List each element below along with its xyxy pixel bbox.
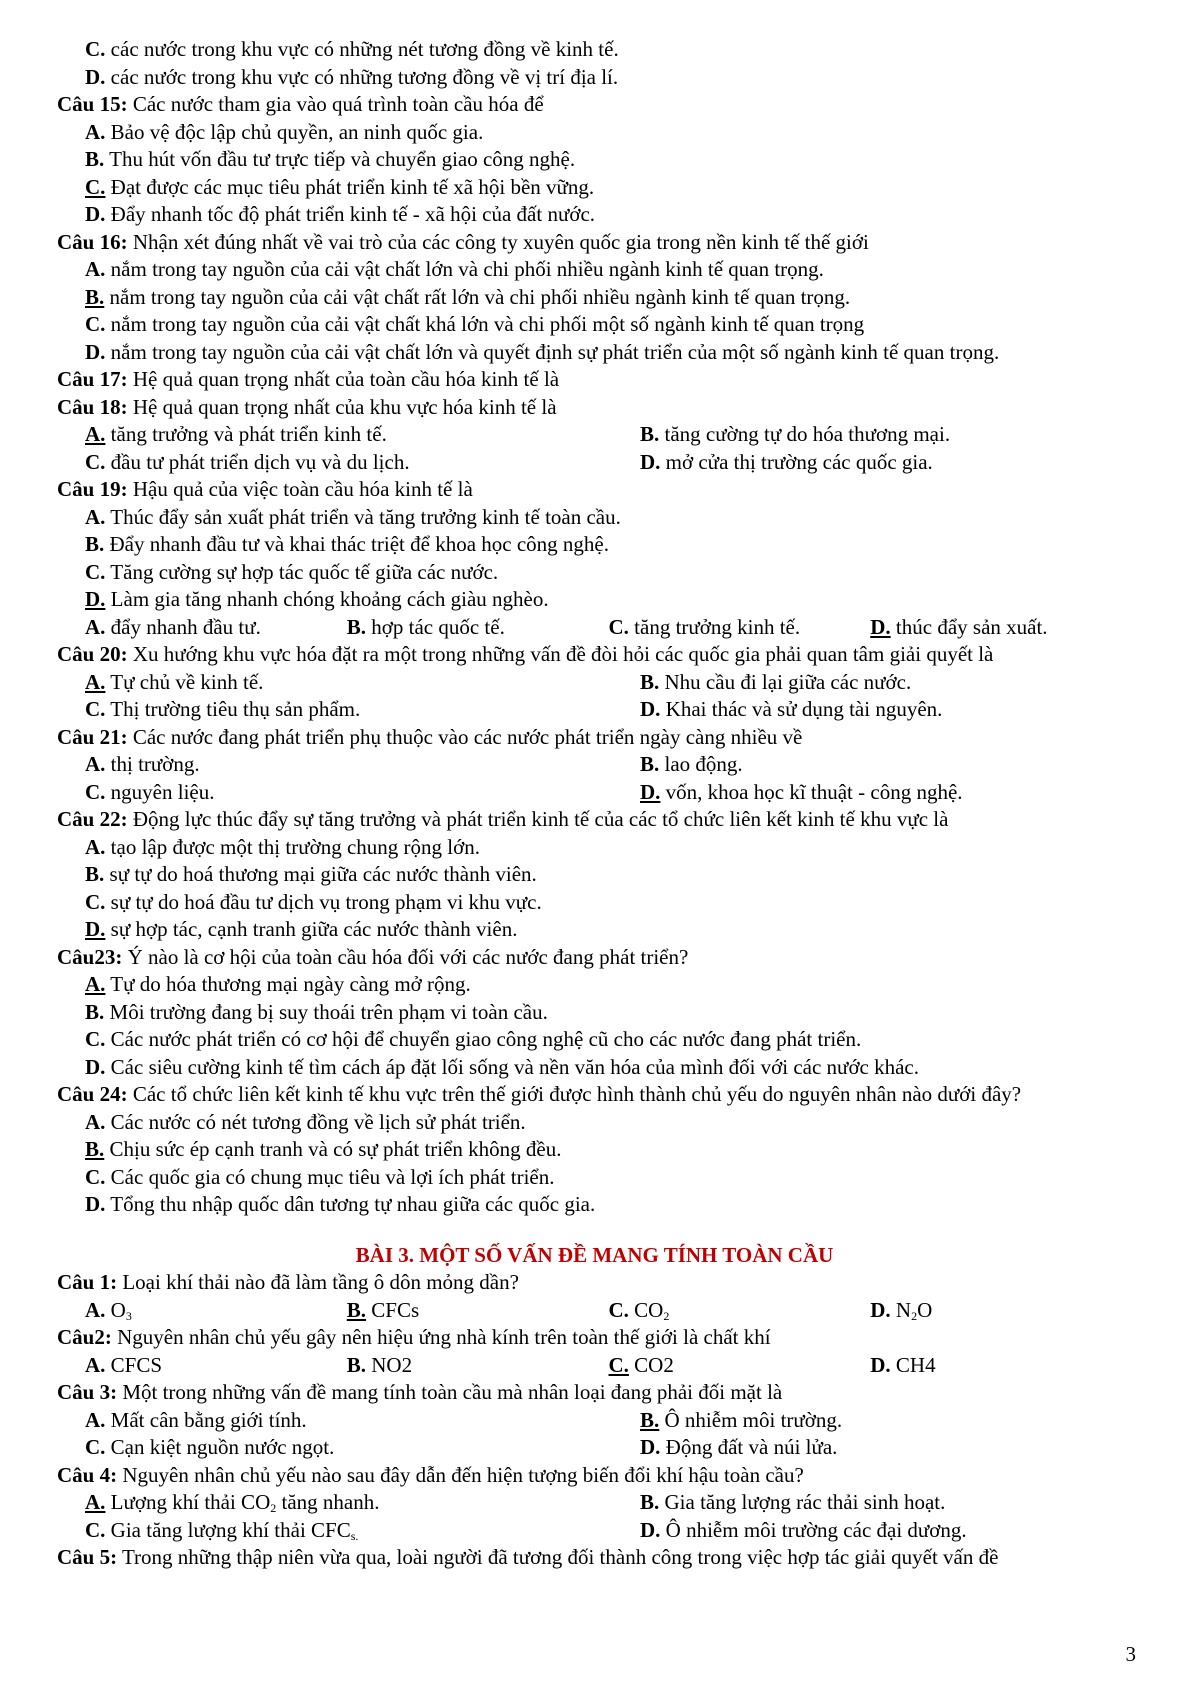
option-a: A. nắm trong tay nguồn của cải vật chất lớn và chi phối nhiều ngành kinh tế quan trọng. (85, 257, 824, 281)
document-page (57, 36, 1132, 1572)
options-row (57, 1517, 1132, 1545)
question-20: Câu 20: Xu hướng khu vực hóa đặt ra một trong những vấn đề đòi hỏi các quốc gia phải quan tâm giải quyết là (57, 642, 994, 666)
option-d: D. $N_2O$ (870, 1297, 933, 1323)
option-a: A. CFCS (85, 1352, 163, 1377)
option-a-answer: A. Tự chủ về kinh tế. (85, 669, 264, 694)
question-23: Câu23: Ý nào là cơ hội của toàn cầu hóa đối với các nước đang phát triển? (57, 944, 689, 969)
question-19: Câu 19: Hậu quả của việc toàn cầu hóa kinh tế là (57, 477, 473, 501)
option-c: C. Cạn kiệt nguồn nước ngọt. (85, 1435, 335, 1459)
option-c: C. Các quốc gia có chung mục tiêu và lợi ích phát triển. (85, 1164, 555, 1189)
option-b: B. hợp tác quốc tế. (346, 614, 505, 639)
option-c: C. các nước trong khu vực có những nét tương đồng về kinh tế. (85, 37, 619, 61)
option-c: C. Gia tăng lượng khí thải $CFC_{s.}$ (85, 1517, 359, 1543)
option-d: D. Đẩy nhanh tốc độ phát triển kinh tế - xã hội của đất nước. (85, 202, 596, 226)
question-17: Câu 17: Hệ quả quan trọng nhất của toàn cầu hóa kinh tế là (57, 367, 560, 391)
question-22: Câu 22: Động lực thúc đẩy sự tăng trưởng và phát triển kinh tế của các tổ chức liên kết kinh tế khu vực là (57, 807, 949, 831)
page-number: 3 (1125, 1642, 1136, 1666)
question-18: Câu 18: Hệ quả quan trọng nhất của khu vực hóa kinh tế là (57, 394, 557, 419)
option-a: A. $O_3$ (85, 1297, 132, 1323)
option-d: D. Động đất và núi lửa. (640, 1435, 838, 1459)
option-c: C. nắm trong tay nguồn của cải vật chất khá lớn và chi phối một số ngành kinh tế quan trọng (85, 312, 865, 336)
option-c: C. Các nước phát triển có cơ hội để chuyển giao công nghệ cũ cho các nước đang phát triển. (85, 1027, 862, 1051)
options-row (57, 1434, 1132, 1462)
option-c: C. sự tự do hoá đầu tư dịch vụ trong phạm vi khu vực. (85, 889, 542, 914)
option-d: D. Khai thác và sử dụng tài nguyên. (640, 697, 943, 721)
option-b: B. NO2 (346, 1352, 413, 1377)
options-row (57, 1407, 1132, 1435)
option-d: D. nắm trong tay nguồn của cải vật chất lớn và quyết định sự phát triển của một số ngành kinh tế quan trọng. (85, 339, 1000, 364)
section-question-5: Câu 5: Trong những thập niên vừa qua, loài người đã tương đối thành công trong việc hợp tác giải quyết vấn đề (57, 1545, 999, 1569)
option-d: D. mở cửa thị trường các quốc gia. (640, 449, 933, 474)
option-b: B. Gia tăng lượng rác thải sinh hoạt. (640, 1490, 946, 1514)
options-row (57, 1297, 1132, 1325)
options-row (57, 614, 1132, 642)
option-c-answer: C. Đạt được các mục tiêu phát triển kinh tế xã hội bền vững. (85, 174, 595, 199)
option-d: D. Các siêu cường kinh tế tìm cách áp đặt lối sống và nền văn hóa của mình đối với các nước khác. (85, 1054, 920, 1079)
option-a-answer: A. tăng trưởng và phát triển kinh tế. (85, 422, 387, 446)
option-d: D. CH4 (870, 1352, 936, 1377)
option-b: B. Đẩy nhanh đầu tư và khai thác triệt để khoa học công nghệ. (85, 532, 609, 556)
section-question-4: Câu 4: Nguyên nhân chủ yếu nào sau đây dẫn đến hiện tượng biến đổi khí hậu toàn cầu? (57, 1462, 804, 1487)
option-c: C. nguyên liệu. (85, 779, 215, 804)
option-d-answer: D. Làm gia tăng nhanh chóng khoảng cách giàu nghèo. (85, 587, 549, 611)
option-b: B. Nhu cầu đi lại giữa các nước. (640, 669, 912, 694)
option-d-answer: D. vốn, khoa học kĩ thuật - công nghệ. (640, 779, 963, 804)
options-row (57, 1489, 1132, 1517)
option-d: D. Ô nhiễm môi trường các đại dương. (640, 1517, 967, 1542)
option-a: A. Thúc đẩy sản xuất phát triển và tăng trưởng kinh tế toàn cầu. (85, 504, 621, 529)
option-a: A. Bảo vệ độc lập chủ quyền, an ninh quốc gia. (85, 119, 484, 144)
section-question-1: Câu 1: Loại khí thải nào đã làm tầng ô dôn mỏng dần? (57, 1270, 519, 1294)
options-row (57, 421, 1132, 449)
question-21: Câu 21: Các nước đang phát triển phụ thuộc vào các nước phát triển ngày càng nhiều về (57, 724, 803, 749)
option-b: B. Môi trường đang bị suy thoái trên phạm vi toàn cầu. (85, 999, 548, 1024)
question-16: Câu 16: Nhận xét đúng nhất về vai trò của các công ty xuyên quốc gia trong nền kinh tế thế giới (57, 229, 869, 254)
option-b: B. tăng cường tự do hóa thương mại. (640, 422, 951, 446)
options-row (57, 779, 1132, 807)
option-a-answer: A. Tự do hóa thương mại ngày càng mở rộng. (85, 972, 471, 996)
option-d-answer: D. thúc đẩy sản xuất. (870, 614, 1048, 639)
option-b: B. sự tự do hoá thương mại giữa các nước thành viên. (85, 862, 537, 886)
section-question-2: Câu2: Nguyên nhân chủ yếu gây nên hiệu ứng nhà kính trên toàn thế giới là chất khí (57, 1325, 771, 1349)
option-c: C. Thị trường tiêu thụ sản phẩm. (85, 697, 361, 721)
option-b-answer: B. Chịu sức ép cạnh tranh và có sự phát triển không đều. (85, 1137, 562, 1161)
options-row (57, 669, 1132, 697)
options-row (57, 449, 1132, 477)
option-b: B. Thu hút vốn đầu tư trực tiếp và chuyển giao công nghệ. (85, 147, 576, 171)
question-15: Câu 15: Các nước tham gia vào quá trình toàn cầu hóa để (57, 92, 544, 116)
option-c: C. $CO_2$ (608, 1297, 670, 1323)
options-row (57, 1352, 1132, 1380)
options-row (57, 696, 1132, 724)
option-d: D. các nước trong khu vực có những tương đồng về vị trí địa lí. (85, 64, 619, 89)
option-b-answer: B. CFCs (346, 1297, 420, 1322)
option-b-answer: B. nắm trong tay nguồn của cải vật chất rất lớn và chi phối nhiều ngành kinh tế quan trọng. (85, 284, 851, 309)
option-a: A. Mất cân bằng giới tính. (85, 1407, 307, 1432)
option-b: B. lao động. (640, 752, 743, 776)
option-c: C. đầu tư phát triển dịch vụ và du lịch. (85, 449, 410, 474)
question-24: Câu 24: Các tổ chức liên kết kinh tế khu vực trên thế giới được hình thành chủ yếu do nguyên nhân nào dưới đây? (57, 1082, 1022, 1106)
option-a: A. đẩy nhanh đầu tư. (85, 614, 261, 639)
option-a: A. Các nước có nét tương đồng về lịch sử phát triển. (85, 1109, 526, 1134)
option-d-answer: D. sự hợp tác, cạnh tranh giữa các nước thành viên. (85, 917, 518, 941)
option-c: C. Tăng cường sự hợp tác quốc tế giữa các nước. (85, 559, 499, 584)
option-d: D. Tổng thu nhập quốc dân tương tự nhau giữa các quốc gia. (85, 1192, 596, 1216)
option-a-answer: A. Lượng khí thải $CO_2$ tăng nhanh. (85, 1490, 380, 1515)
option-c-answer: C. CO2 (608, 1352, 674, 1377)
option-c: C. tăng trưởng kinh tế. (608, 614, 801, 639)
options-row (57, 751, 1132, 779)
section-title: BÀI 3. MỘT SỐ VẤN ĐỀ MANG TÍNH TOÀN CẦU (355, 1242, 834, 1267)
option-a: A. tạo lập được một thị trường chung rộng lớn. (85, 834, 480, 859)
option-a: A. thị trường. (85, 752, 200, 776)
section-question-3: Câu 3: Một trong những vấn đề mang tính toàn cầu mà nhân loại đang phải đối mặt là (57, 1380, 783, 1404)
option-b-answer: B. Ô nhiễm môi trường. (640, 1407, 843, 1432)
